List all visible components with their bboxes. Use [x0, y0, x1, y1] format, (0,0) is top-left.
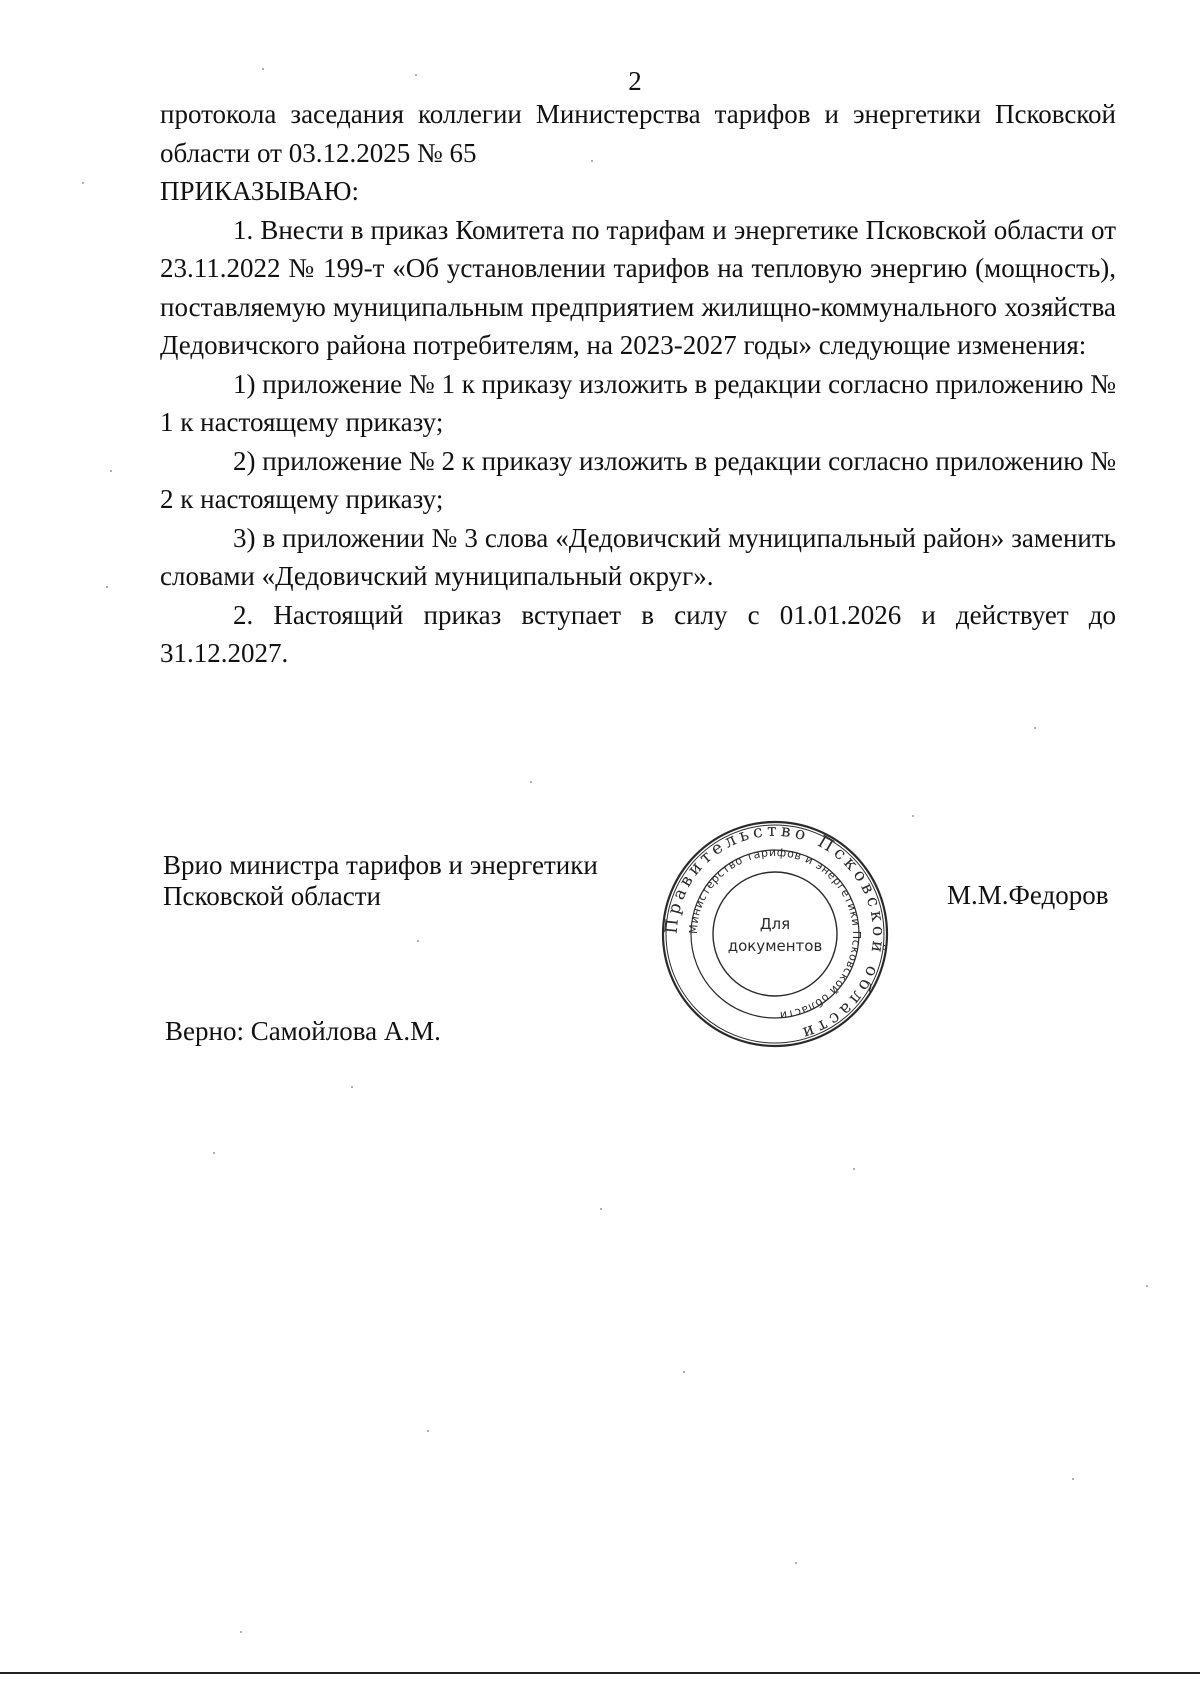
paragraph-subitem-2: 2) приложение № 2 к приказу изложить в редакции согласно приложению № 2 к настоящему приказу;	[160, 445, 1116, 514]
seal-center-line2: документов	[727, 937, 823, 955]
signature-position	[163, 850, 598, 912]
seal-outer-text: Правительство Псковской области	[661, 820, 889, 1044]
seal-inner-text: Министерство тарифов и энергетики Псковской области	[686, 845, 864, 1022]
bottom-border-line	[0, 1672, 1200, 1674]
paragraph-item-1: 1. Внести в приказ Комитета по тарифам и энергетике Псковской области от 23.11.2022 № 199-т «Об установлении тарифов на тепловую энергию (мощность), поставляемую муниципальным предприятием жилищно-коммунального хозяйства Дедовичского района потребителям, на 2023-2027 годы» следующие изменения:	[160, 214, 1116, 360]
certified-copy-note: Верно: Самойлова А.М.	[165, 1016, 441, 1046]
document-body	[160, 95, 1116, 673]
official-seal	[658, 817, 892, 1051]
paragraph-subitem-3: 3) в приложении № 3 слова «Дедовичский муниципальный район» заменить словами «Дедовичский муниципальный округ».	[160, 522, 1116, 591]
signatory-name: М.М.Федоров	[947, 880, 1109, 910]
paragraph-subitem-1: 1) приложение № 1 к приказу изложить в редакции согласно приложению № 1 к настоящему приказу;	[160, 368, 1116, 437]
signature-position-line1: Врио министра тарифов и энергетики	[163, 850, 598, 880]
paragraph-item-2: 2. Настоящий приказ вступает в силу с 01.01.2026 и действует до 31.12.2027.	[160, 599, 1116, 668]
paragraph-order-heading: ПРИКАЗЫВАЮ:	[160, 176, 359, 206]
signature-position-line2: Псковской области	[163, 881, 382, 911]
paragraph-protocol-reference: протокола заседания коллегии Министерства тарифов и энергетики Псковской области от 03.12.2025 № 65	[160, 99, 1116, 168]
page-number: 2	[628, 66, 642, 96]
seal-center-line1: Для	[759, 915, 791, 933]
